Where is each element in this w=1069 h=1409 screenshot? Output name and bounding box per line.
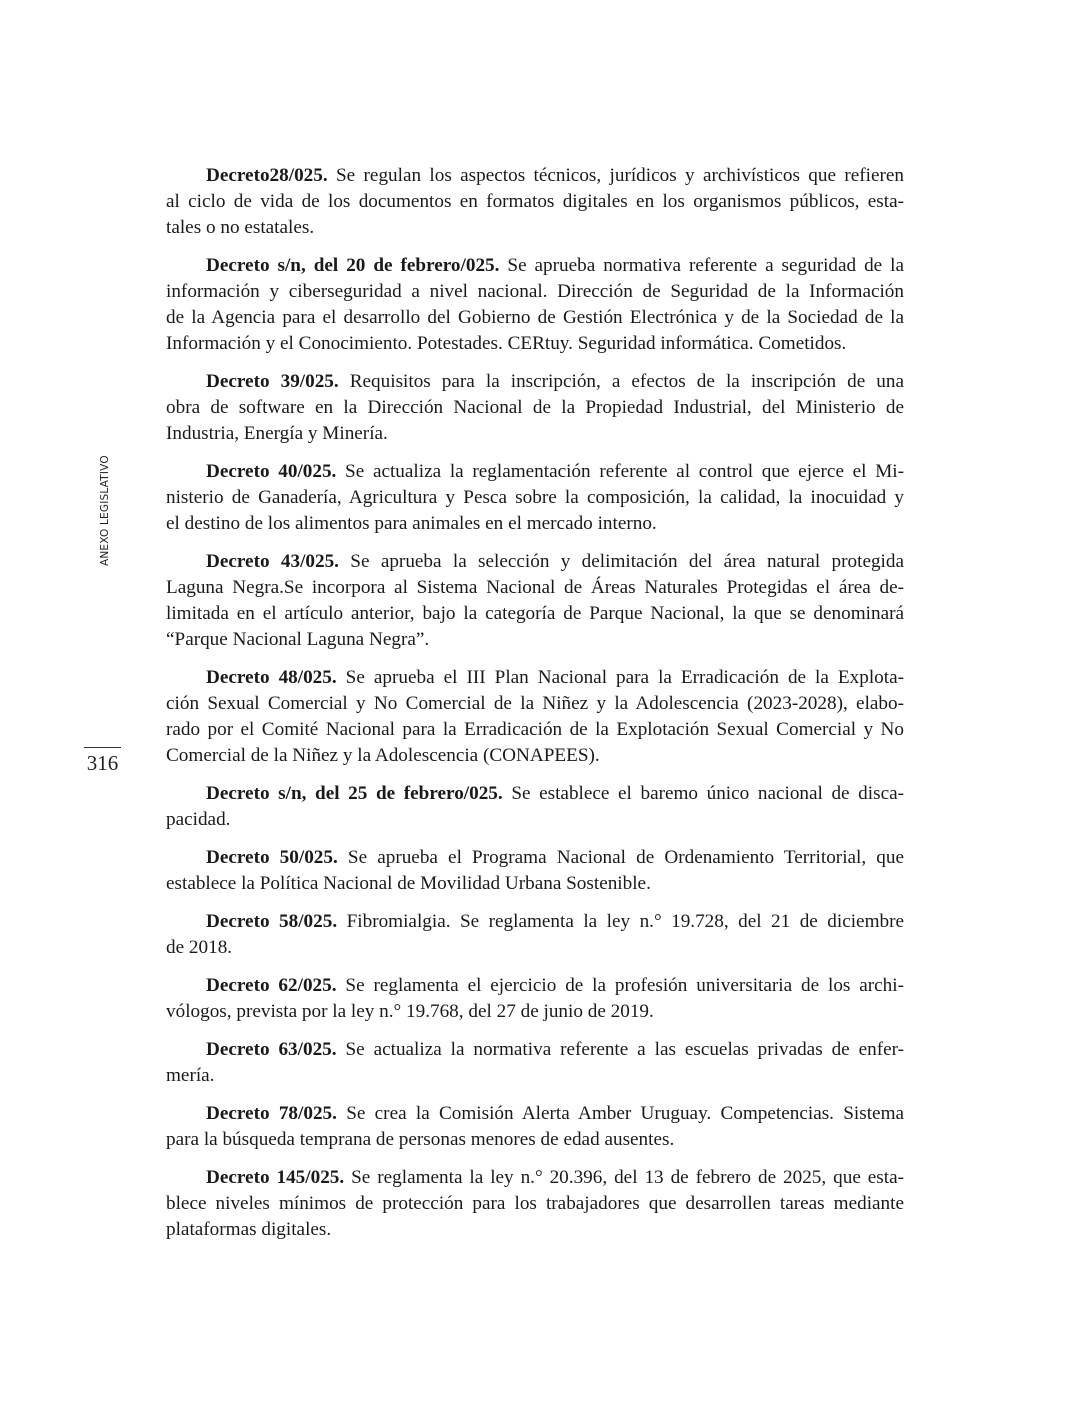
decree-title: Decreto 58/025.	[206, 911, 338, 932]
decree-line	[166, 549, 904, 575]
decree-line	[166, 575, 904, 601]
decree-line	[166, 1127, 904, 1153]
decree-text: Se regulan los aspectos técnicos, jurídicos y archivísticos que refieren	[327, 165, 904, 186]
decree-entry	[166, 665, 904, 769]
decree-line	[166, 601, 904, 627]
decree-text: al ciclo de vida de los documentos en formatos digitales en los organismos públicos, esta-	[166, 191, 904, 212]
decree-line	[166, 935, 904, 961]
decree-title: Decreto 62/025.	[206, 975, 337, 996]
decree-title: Decreto 50/025.	[206, 847, 338, 868]
decree-entry	[166, 1165, 904, 1243]
decree-text: para la búsqueda temprana de personas menores de edad ausentes.	[166, 1129, 675, 1150]
decree-line	[166, 781, 904, 807]
decree-line	[166, 1165, 904, 1191]
decree-line	[166, 305, 904, 331]
decree-text: Se actualiza la reglamentación referente al control que ejerce el Mi-	[336, 461, 904, 482]
decree-entry	[166, 549, 904, 653]
decree-title: Decreto s/n, del 20 de febrero/025.	[206, 255, 500, 276]
decree-title: Decreto 43/025.	[206, 551, 339, 572]
decree-line	[166, 331, 904, 357]
decree-line	[166, 973, 904, 999]
decree-line	[166, 485, 904, 511]
decree-text: Se reglamenta el ejercicio de la profesión universitaria de los archi-	[336, 975, 904, 996]
decree-text: Se crea la Comisión Alerta Amber Uruguay. Competencias. Sistema	[336, 1103, 905, 1124]
page-number-rule	[84, 747, 121, 748]
decree-title: Decreto28/025.	[206, 165, 328, 186]
decree-entry	[166, 1037, 904, 1089]
decree-text: de 2018.	[166, 937, 233, 958]
decree-entry	[166, 973, 904, 1025]
decree-line	[166, 1101, 904, 1127]
decree-text: Se actualiza la normativa referente a las escuelas privadas de enfer-	[336, 1039, 905, 1060]
decree-line	[166, 691, 904, 717]
decree-entry	[166, 909, 904, 961]
decree-text: rado por el Comité Nacional para la Erradicación de la Explotación Sexual Comercial y No	[166, 719, 904, 740]
decree-text: Se aprueba normativa referente a seguridad de la	[499, 255, 904, 276]
decree-text: tales o no estatales.	[166, 217, 315, 238]
decree-line	[166, 665, 904, 691]
page-number: 316	[86, 751, 119, 775]
decree-text: nisterio de Ganadería, Agricultura y Pesca sobre la composición, la calidad, la inocuidad y	[166, 487, 904, 508]
decree-line	[166, 395, 904, 421]
decree-line	[166, 743, 904, 769]
decree-title: Decreto 40/025.	[206, 461, 337, 482]
decree-text: plataformas digitales.	[166, 1219, 332, 1240]
decree-line	[166, 279, 904, 305]
decree-text: Laguna Negra.Se incorpora al Sistema Nacional de Áreas Naturales Protegidas el área de-	[166, 577, 904, 598]
decree-text: información y ciberseguridad a nivel nacional. Dirección de Seguridad de la Información	[166, 281, 904, 302]
decree-text: “Parque Nacional Laguna Negra”.	[166, 629, 430, 650]
decree-entry	[166, 253, 904, 357]
decree-title: Decreto s/n, del 25 de febrero/025.	[206, 783, 503, 804]
decree-text: Información y el Conocimiento. Potestades. CERtuy. Seguridad informática. Cometidos.	[166, 333, 847, 354]
decree-line	[166, 1037, 904, 1063]
decree-text: Comercial de la Niñez y la Adolescencia (CONAPEES).	[166, 745, 600, 766]
decree-text: de la Agencia para el desarrollo del Gobierno de Gestión Electrónica y de la Sociedad de la	[166, 307, 904, 328]
decree-text: Se aprueba la selección y delimitación del área natural protegida	[338, 551, 905, 572]
decree-text: obra de software en la Dirección Nacional de la Propiedad Industrial, del Ministerio de	[166, 397, 904, 418]
decree-text: vólogos, prevista por la ley n.° 19.768, del 27 de junio de 2019.	[166, 1001, 654, 1022]
decree-entry	[166, 163, 904, 241]
decree-title: Decreto 63/025.	[206, 1039, 337, 1060]
decree-text: Fibromialgia. Se reglamenta la ley n.° 19.728, del 21 de diciembre	[337, 911, 904, 932]
decree-line	[166, 717, 904, 743]
decree-entry	[166, 459, 904, 537]
decree-text: ción Sexual Comercial y No Comercial de la Niñez y la Adolescencia (2023-2028), elabo-	[166, 693, 904, 714]
decree-entry	[166, 1101, 904, 1153]
decree-line	[166, 215, 904, 241]
decree-line	[166, 871, 904, 897]
decree-entry	[166, 369, 904, 447]
decree-line	[166, 807, 904, 833]
decree-text: Industria, Energía y Minería.	[166, 423, 388, 444]
decree-line	[166, 459, 904, 485]
decree-text: Se reglamenta la ley n.° 20.396, del 13 de febrero de 2025, que esta-	[344, 1167, 904, 1188]
decree-line	[166, 845, 904, 871]
decree-title: Decreto 48/025.	[206, 667, 337, 688]
decree-line	[166, 1063, 904, 1089]
decree-text: mería.	[166, 1065, 215, 1086]
decree-text: limitada en el artículo anterior, bajo la categoría de Parque Nacional, la que se denominará	[166, 603, 904, 624]
decree-text: Requisitos para la inscripción, a efectos de la inscripción de una	[338, 371, 904, 392]
decree-line	[166, 189, 904, 215]
decree-line	[166, 1191, 904, 1217]
decree-text: el destino de los alimentos para animales en el mercado interno.	[166, 513, 657, 534]
decree-title: Decreto 145/025.	[206, 1167, 345, 1188]
decree-line	[166, 369, 904, 395]
decree-text: establece la Política Nacional de Movilidad Urbana Sostenible.	[166, 873, 651, 894]
decree-entry	[166, 845, 904, 897]
running-section-label: ANEXO LEGISLATIVO	[99, 455, 111, 566]
decree-text: pacidad.	[166, 809, 231, 830]
decree-list	[166, 163, 904, 1255]
decree-text: blece niveles mínimos de protección para los trabajadores que desarrollen tareas mediante	[166, 1193, 904, 1214]
decree-line	[166, 253, 904, 279]
decree-line	[166, 627, 904, 653]
decree-line	[166, 999, 904, 1025]
decree-line	[166, 163, 904, 189]
decree-line	[166, 1217, 904, 1243]
decree-text: Se aprueba el III Plan Nacional para la Erradicación de la Explota-	[336, 667, 904, 688]
decree-line	[166, 511, 904, 537]
decree-entry	[166, 781, 904, 833]
decree-title: Decreto 39/025.	[206, 371, 339, 392]
decree-line	[166, 909, 904, 935]
decree-text: Se establece el baremo único nacional de disca-	[502, 783, 904, 804]
decree-line	[166, 421, 904, 447]
decree-title: Decreto 78/025.	[206, 1103, 337, 1124]
decree-text: Se aprueba el Programa Nacional de Ordenamiento Territorial, que	[337, 847, 905, 868]
